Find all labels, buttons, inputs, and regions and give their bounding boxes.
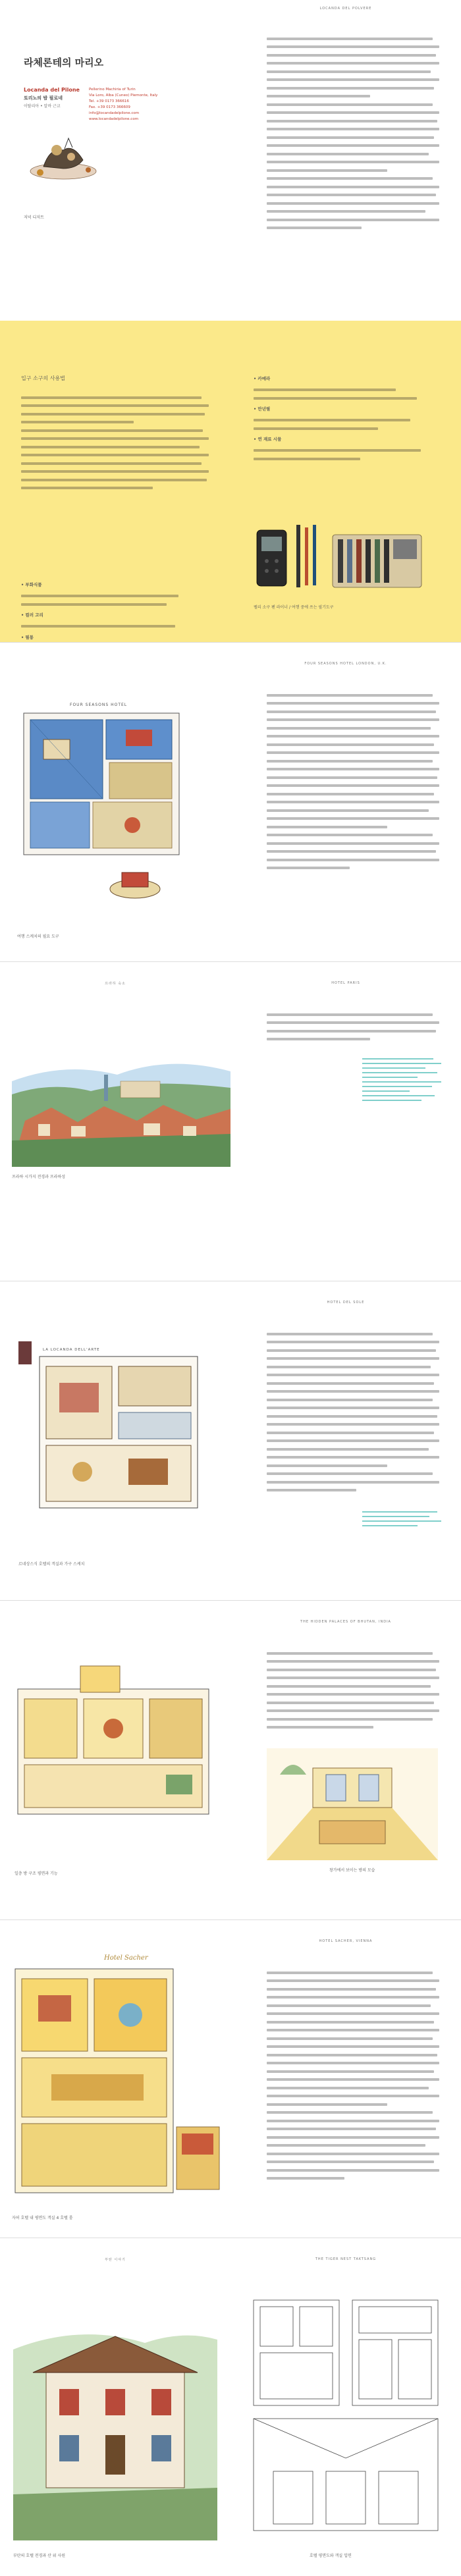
address-block (89, 87, 157, 122)
figure-caption: 여행 스케치의 필요 도구 (17, 934, 59, 939)
plan-title: Hotel Sacher (104, 1954, 148, 1962)
list-heading: • 연 재료 시물 (254, 437, 282, 442)
figure-caption: 일층 방 구조 평면과 기능 (14, 1871, 58, 1876)
plan-title: FOUR SEASONS HOTEL (70, 703, 128, 707)
address-line: Tel. +39 0173 366616 (89, 99, 129, 103)
page-title: 라체론테의 마리오 (24, 57, 104, 68)
running-header: THE TIGER NEST TAKTSANG (315, 2257, 377, 2261)
figure-caption: 저녁 디저트 (24, 215, 44, 220)
figure-caption: 호텔 평면도와 객실 입면 (310, 2554, 352, 2558)
running-header: LOCANDA DEL POLVERE (319, 7, 372, 11)
floor-plan-sketch (14, 1663, 212, 1821)
list-heading: • 컬러 고리 (21, 612, 43, 618)
body-text (21, 390, 209, 495)
list-heading: • 부화식품 (21, 582, 42, 587)
pencil-case-illustration (254, 518, 431, 597)
address-line: Via Loro, Alba (Cuneo) Piemonte, Italy (89, 94, 158, 97)
hotel-floor-plan (17, 700, 187, 861)
list-heading: • 카메라 (254, 376, 271, 381)
side-note (362, 1055, 441, 1104)
page-right (230, 1600, 461, 1919)
architectural-plan-sketch (247, 2294, 445, 2537)
section-heading: 입구 소구의 사용법 (21, 375, 65, 381)
running-header: 프라하 숙소 (105, 982, 126, 986)
figure-caption: 프라하 시가지 전경과 프라하성 (12, 1175, 66, 1179)
address-line: Pellerino Machiria of Turin (89, 88, 136, 92)
running-header: HOTEL PARIS (331, 981, 360, 985)
spread-1 (0, 0, 461, 321)
spread-8 (0, 2238, 461, 2576)
subtitle-meta: 이탈리아 • 알바 근교 (24, 104, 61, 109)
subtitle-en: Locanda del Pilone (24, 87, 80, 93)
page-right (230, 642, 461, 961)
body-text (267, 1327, 439, 1497)
subtitle-ko: 토리노의 밤 필로네 (24, 95, 63, 101)
page-left (0, 321, 230, 642)
page-right (230, 961, 461, 1281)
page-left (0, 1281, 230, 1600)
list-heading: • 만년필 (254, 406, 271, 412)
page-left (0, 961, 230, 1281)
running-header: 부탄 이야기 (105, 2258, 126, 2262)
body-text (267, 1966, 439, 2186)
spread-6 (0, 1600, 461, 1920)
hotel-plan-sketch (12, 1949, 223, 2206)
page-right (230, 0, 461, 321)
spread-7 (0, 1919, 461, 2238)
spread-4 (0, 961, 461, 1281)
address-line: Fax. +39 0173 366609 (89, 105, 130, 109)
running-header: FOUR SEASONS HOTEL LONDON, U.K. (304, 662, 387, 666)
page-left (0, 1919, 230, 2238)
spread-2 (0, 321, 461, 643)
body-text (267, 1007, 439, 1046)
spread-5 (0, 1281, 461, 1601)
prague-panorama (12, 1042, 230, 1167)
figure-caption: 펠리 소구 펜 라이너 / 여행 중에 쓰는 필기도구 (254, 605, 334, 610)
furniture-sketch (105, 863, 165, 902)
running-header: HOTEL DEL SOLE (327, 1301, 365, 1304)
running-header: THE HIDDEN PALACES OF BHUTAN, INDIA (300, 1620, 391, 1624)
side-note (362, 1508, 441, 1530)
list-heading: • 필통 (21, 634, 34, 640)
body-text (267, 688, 439, 875)
spread-3 (0, 642, 461, 962)
page-right (230, 2238, 461, 2576)
page-left (0, 1600, 230, 1919)
page-right (230, 321, 461, 642)
dessert-illustration (24, 130, 103, 183)
running-header: HOTEL SACHER, VIENNA (319, 1939, 373, 1943)
tools-list (254, 375, 431, 466)
page-right (230, 1919, 461, 2238)
room-plan-sketch (36, 1347, 201, 1511)
figure-caption: 르네상스식 호텔의 객실과 가구 스케치 (18, 1562, 85, 1567)
body-text (267, 1646, 439, 1734)
body-text (267, 32, 439, 235)
logo-panel (18, 1341, 32, 1364)
plan-title: LA LOCANDA DELL'ARTE (43, 1348, 100, 1352)
page-left (0, 642, 230, 961)
figure-caption: 부탄의 호텔 전경과 산 위 사원 (13, 2554, 66, 2558)
page-left (0, 2238, 230, 2576)
address-line: www.locandadelpilone.com (89, 117, 139, 121)
page-left (0, 0, 230, 321)
bhutan-building-sketch (13, 2297, 217, 2540)
list-block (21, 581, 192, 642)
room-interior-sketch (267, 1748, 438, 1860)
page-right (230, 1281, 461, 1600)
figure-caption: 창가에서 보이는 방의 모습 (329, 1868, 375, 1873)
figure-caption: 자허 호텔 내 평면도 객실 4 호텔 룸 (12, 2216, 73, 2220)
address-line: info@locandadelpilone.com (89, 111, 140, 115)
